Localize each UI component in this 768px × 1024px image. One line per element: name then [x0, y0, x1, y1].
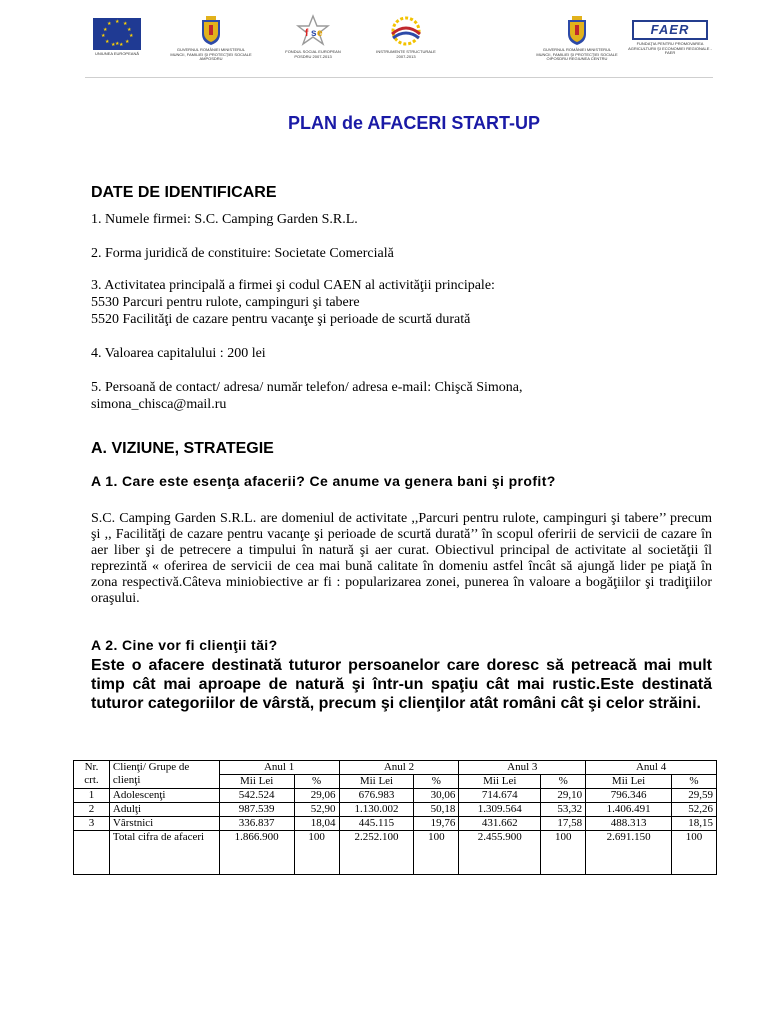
header-year: Anul 1 — [219, 761, 339, 775]
cell: 19,76 — [414, 817, 459, 831]
cell: 987.539 — [219, 803, 294, 817]
logo-caption: FONDUL SOCIAL EUROPEAN POSDRU 2007-2013 — [285, 49, 341, 59]
svg-text:f: f — [305, 28, 309, 39]
identification-line: 5530 Parcuri pentru rulote, campinguri şi tabere — [91, 295, 360, 310]
cell: 18,04 — [294, 817, 339, 831]
header-nr: Nr. crt. — [74, 761, 110, 789]
faer-logo-icon: FAER — [632, 20, 708, 40]
cell: 100 — [541, 831, 586, 875]
header-year: Anul 2 — [339, 761, 459, 775]
table-row — [74, 817, 717, 831]
row-nr: 2 — [74, 803, 110, 817]
cell: 50,18 — [414, 803, 459, 817]
header-clients: Clienţi/ Grupe de clienţi — [109, 761, 219, 789]
cell: 1.406.491 — [586, 803, 672, 817]
cell: 2.252.100 — [339, 831, 414, 875]
row-group: Vârstnici — [109, 817, 219, 831]
subheader-value: Mii Lei — [459, 775, 541, 789]
instrumente-structurale-icon — [386, 14, 426, 48]
cell: 29,10 — [541, 789, 586, 803]
section-a-heading: A. VIZIUNE, STRATEGIE — [91, 440, 274, 457]
table-row — [74, 789, 717, 803]
cell: 714.674 — [459, 789, 541, 803]
table-header-row — [74, 761, 717, 775]
romania-crest-icon — [566, 16, 588, 46]
cell: 542.524 — [219, 789, 294, 803]
identification-line: 5520 Facilităţi de cazare pentru vacanţe şi perioade de scurtă durată — [91, 312, 471, 327]
cell: 18,15 — [672, 817, 717, 831]
logo-ministry-1 — [169, 12, 253, 62]
cell: 488.313 — [586, 817, 672, 831]
header-year: Anul 3 — [459, 761, 586, 775]
cell: 53,32 — [541, 803, 586, 817]
subheader-value: Mii Lei — [586, 775, 672, 789]
question-a2: A 2. Cine vor fi clienţii tăi? — [91, 637, 278, 653]
logo-instrumente — [371, 12, 441, 59]
row-group: Adulţi — [109, 803, 219, 817]
svg-text:s: s — [311, 28, 317, 39]
cell: 445.115 — [339, 817, 414, 831]
answer-a2: Este o afacere destinată tuturor persoanelor care doresc să petreacă mai mult timp cât mai aproape de natură şi într-un spaţiu cât mai rustic.Este destinată tuturor categoriilor de vârstă, precum şi clienţilor atât români cât şi celor străini. — [91, 657, 712, 712]
logo-faer — [627, 12, 713, 56]
logo-caption: UNIUNEA EUROPEANĂ — [94, 51, 139, 56]
cell: 29,59 — [672, 789, 717, 803]
cell: 796.346 — [586, 789, 672, 803]
cell: 676.983 — [339, 789, 414, 803]
subheader-pct: % — [294, 775, 339, 789]
fse-logo-icon — [295, 14, 331, 48]
row-nr — [74, 831, 110, 875]
identification-line: 5. Persoană de contact/ adresa/ număr telefon/ adresa e-mail: Chişcă Simona, — [91, 380, 523, 395]
cell: 29,06 — [294, 789, 339, 803]
cell: 100 — [414, 831, 459, 875]
subheader-value: Mii Lei — [219, 775, 294, 789]
header-year: Anul 4 — [586, 761, 717, 775]
eu-flag-icon: ★ ★ ★ ★ ★ ★ ★ ★ ★ ★ ★ ★ — [93, 18, 141, 50]
cell: 2.455.900 — [459, 831, 541, 875]
table-row — [74, 803, 717, 817]
logo-caption: FUNDAŢIA PENTRU PROMOVAREA AGRICULTURII ŞI ECONOMIEI REGIONALE - FAER — [628, 41, 712, 55]
total-label: Total cifra de afaceri — [109, 831, 219, 875]
romania-crest-icon — [200, 16, 222, 46]
header-logos — [85, 12, 713, 78]
identification-line: 3. Activitatea principală a firmei şi codul CAEN al activităţii principale: — [91, 278, 495, 293]
cell: 100 — [294, 831, 339, 875]
cell: 52,26 — [672, 803, 717, 817]
clients-table — [73, 760, 717, 875]
identification-heading: DATE DE IDENTIFICARE — [91, 184, 277, 201]
logo-fse — [281, 12, 345, 59]
row-nr: 3 — [74, 817, 110, 831]
logo-eu — [89, 12, 145, 57]
cell: 1.309.564 — [459, 803, 541, 817]
subheader-pct: % — [672, 775, 717, 789]
cell: 431.662 — [459, 817, 541, 831]
subheader-pct: % — [541, 775, 586, 789]
svg-text:e: e — [317, 28, 323, 39]
row-group: Adolescenţi — [109, 789, 219, 803]
cell: 30,06 — [414, 789, 459, 803]
cell: 100 — [672, 831, 717, 875]
cell: 2.691.150 — [586, 831, 672, 875]
logo-caption: GUVERNUL ROMÂNIEI MINISTERUL MUNCII, FAMILIEI ŞI PROTECŢIEI SOCIALE AMPOSDRU — [170, 47, 252, 61]
table-total-row — [74, 831, 717, 875]
subheader-value: Mii Lei — [339, 775, 414, 789]
identification-line: 1. Numele firmei: S.C. Camping Garden S.R.L. — [91, 212, 358, 227]
logo-caption: INSTRUMENTE STRUCTURALE 2007-2013 — [376, 49, 436, 59]
logo-ministry-2 — [535, 12, 619, 62]
subheader-pct: % — [414, 775, 459, 789]
cell: 1.866.900 — [219, 831, 294, 875]
identification-line: 4. Valoarea capitalului : 200 lei — [91, 346, 266, 361]
question-a1: A 1. Care este esenţa afacerii? Ce anume va genera bani şi profit? — [91, 473, 556, 489]
identification-line: 2. Forma juridică de constituire: Societate Comercială — [91, 246, 394, 261]
logo-caption: GUVERNUL ROMÂNIEI MINISTERUL MUNCII, FAMILIEI ŞI PROTECŢIEI SOCIALE OIPOSDRU REGIUNEA CENTRU — [536, 47, 618, 61]
cell: 17,58 — [541, 817, 586, 831]
cell: 1.130.002 — [339, 803, 414, 817]
contact-email: simona_chisca@mail.ru — [91, 397, 227, 412]
cell: 336.837 — [219, 817, 294, 831]
answer-a1: S.C. Camping Garden S.R.L. are domeniul de activitate ,,Parcuri pentru rulote, campinguri şi tabere’’ precum şi ,, Facilităţi de cazare pentru vacanţe şi perioade de scurtă durată’’ în scopul oferirii de servicii de cazare în aer liber şi de petrecere a timpului în natură şi aer curat. Obiectivul principal de activitate al societăţii îl reprezintă « oferirea de servicii de cea mai bună calitate în domeniu astfel încât să ajungă lider pe piaţă în zona respectivă.Câteva miniobiective ar fi : popularizarea zonei, punerea în valoare a bogăţiilor şi tradiţiilor oraşului. — [91, 511, 712, 606]
row-nr: 1 — [74, 789, 110, 803]
page-title: PLAN de AFACERI START-UP — [287, 113, 540, 133]
cell: 52,90 — [294, 803, 339, 817]
